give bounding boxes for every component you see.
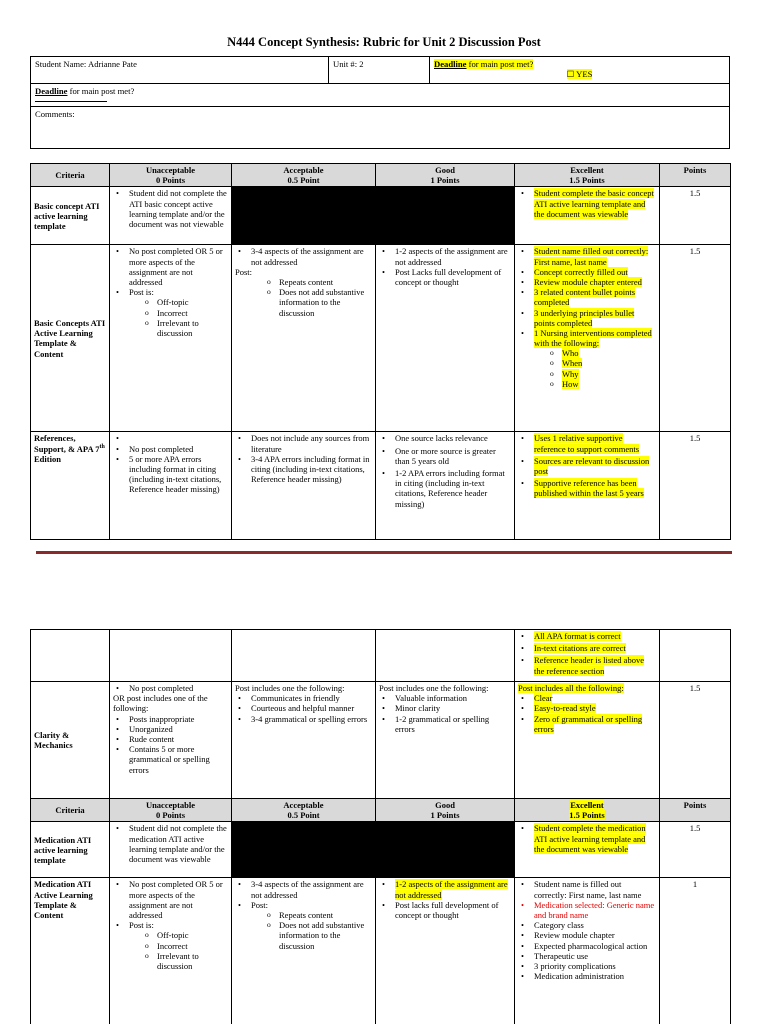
good-cell: • 1-2 aspects of the assignment are not addressed • Post Lacks full development of concept or thought [376, 245, 515, 432]
criteria-header: Criteria [31, 799, 110, 822]
unacceptable-cell: • • No post completed • 5 or more APA errors including format in citing (including in-text citations, Reference header missing) [110, 432, 232, 540]
unacceptable-header: Unacceptable 0 Points [110, 799, 232, 822]
criteria-header: Criteria [31, 164, 110, 187]
excellent-header: Excellent 1.5 Points [515, 164, 660, 187]
unacceptable-cell: • Student did not complete the ATI basic concept active learning template and/or the document was not viewable [110, 187, 232, 245]
unacceptable-cell: • No post completed OR post includes one of the following: • Posts inappropriate • Unorganized • Rude content • Contains 5 or more grammatical or spelling errors [110, 682, 232, 799]
document-title: N444 Concept Synthesis: Rubric for Unit 2 Discussion Post [227, 35, 541, 49]
criteria-cell: Medication ATI active learning template [31, 822, 110, 878]
table-row [31, 432, 731, 540]
points-header: Points [660, 799, 731, 822]
student-info-table [30, 56, 730, 149]
excellent-cell: • Uses 1 relative supportive reference to support comments • Sources are relevant to discussion post • Supportive reference has been published within the last 5 years [515, 432, 660, 540]
excellent-cell: • All APA format is correct • In-text citations are correct • Reference header is listed above the reference section [515, 630, 660, 682]
acceptable-header: Acceptable 0.5 Point [232, 799, 376, 822]
deadline-yes-checkbox[interactable]: ☐ YES [566, 69, 593, 80]
excellent-cell: • Student name is filled out correctly: First name, last name • Medication selected: Generic name and brand name • Category class • Review module chapter • Expected pharmacological action • Therapeutic use • 3 priority complications • Medication administration [515, 878, 660, 1024]
criteria-cell: References, Support, & APA 7th Edition [31, 432, 110, 540]
table-row [31, 682, 731, 799]
points-cell: 1.5 [660, 187, 731, 245]
criteria-cell: Basic Concepts ATI Active Learning Template & Content [31, 245, 110, 432]
criteria-cell: Medication ATI Active Learning Template & Content [31, 878, 110, 1024]
deadline-row [31, 84, 730, 107]
table-row [31, 822, 731, 878]
points-cell: 1.5 [660, 822, 731, 878]
good-header: Good 1 Points [376, 164, 515, 187]
criteria-cell: Basic concept ATI active learning template [31, 187, 110, 245]
deadline-question: for main post met? [466, 59, 534, 69]
points-cell: 1 [660, 878, 731, 1024]
table-row [31, 878, 731, 1024]
page-divider [36, 551, 732, 554]
unacceptable-cell: • No post completed OR 5 or more aspects of the assignment are not addressed • Post is: o Off-topic o Incorrect o Irrelevant to discussion [110, 245, 232, 432]
unacceptable-cell: • Student did not complete the medication ATI active learning template and/or the document was viewable [110, 822, 232, 878]
good-cell: • One source lacks relevance • One or more source is greater than 5 years old • 1-2 APA errors including format in citing (including in-text citations, Reference header missing) [376, 432, 515, 540]
student-name-cell: Student Name: Adrianne Pate [31, 57, 329, 84]
rubric-table-part2 [30, 629, 731, 1024]
deadline-response-line[interactable] [35, 101, 107, 102]
criteria-cell: Clarity & Mechanics [31, 682, 110, 799]
points-cell: 1.5 [660, 682, 731, 799]
rubric-table-part1 [30, 163, 731, 540]
excellent-cell: • Student complete the medication ATI active learning template and the document was viewable [515, 822, 660, 878]
acceptable-cell: • 3-4 aspects of the assignment are not addressed • Post: o Repeats content o Does not add substantive information to the discussion [232, 878, 376, 1024]
redacted-block [232, 187, 515, 245]
unacceptable-cell: • No post completed OR 5 or more aspects of the assignment are not addressed • Post is: o Off-topic o Incorrect o Irrelevant to discussion [110, 878, 232, 1024]
acceptable-cell: • Does not include any sources from literature • 3-4 APA errors including format in citing (including in-text citations, Reference header missing) [232, 432, 376, 540]
acceptable-header: Acceptable 0.5 Point [232, 164, 376, 187]
deadline-cell [430, 57, 730, 84]
deadline-label: Deadline [434, 59, 467, 69]
deadline2-question: for main post met? [67, 86, 135, 96]
acceptable-cell: • 3-4 aspects of the assignment are not addressed Post: o Repeats content o Does not add substantive information to the discussion [232, 245, 376, 432]
good-cell: • 1-2 aspects of the assignment are not addressed • Post lacks full development of concept or thought [376, 878, 515, 1024]
table-row [31, 187, 731, 245]
points-cell: 1.5 [660, 245, 731, 432]
deadline2-label: Deadline [35, 86, 68, 96]
table-row [31, 630, 731, 682]
good-cell: Post includes one the following: • Valuable information • Minor clarity • 1-2 grammatical or spelling errors [376, 682, 515, 799]
redacted-block [232, 822, 515, 878]
comments-cell[interactable]: Comments: [31, 107, 730, 149]
excellent-cell: Post includes all the following: • Clear • Easy-to-read style • Zero of grammatical or spelling errors [515, 682, 660, 799]
good-header: Good 1 Points [376, 799, 515, 822]
excellent-cell: • Student complete the basic concept ATI active learning template and the document was viewable [515, 187, 660, 245]
excellent-header: Excellent 1.5 Points [515, 799, 660, 822]
acceptable-cell: Post includes one the following: • Communicates in friendly • Courteous and helpful manner • 3-4 grammatical or spelling errors [232, 682, 376, 799]
points-cell: 1.5 [660, 432, 731, 540]
unacceptable-header: Unacceptable 0 Points [110, 164, 232, 187]
unit-cell: Unit #: 2 [329, 57, 430, 84]
points-header: Points [660, 164, 731, 187]
excellent-cell: • Student name filled out correctly: First name, last name • Concept correctly filled out • Review module chapter entered • 3 related content bullet points completed • 3 underlying principles bullet points completed • 1 Nursing interventions completed with the following: o Who o When o Why o How [515, 245, 660, 432]
table-row [31, 245, 731, 432]
